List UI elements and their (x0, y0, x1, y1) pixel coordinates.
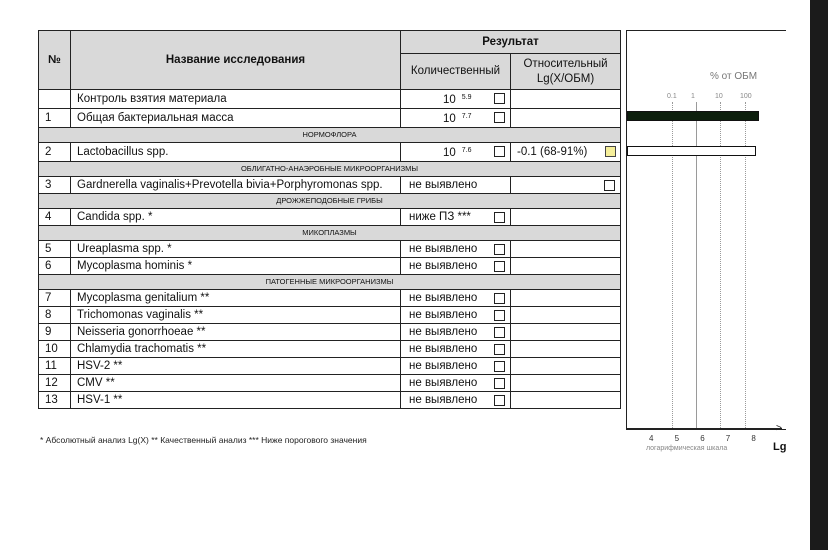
row-quantitative (401, 358, 511, 375)
row-relative (511, 209, 621, 226)
row-quantitative (401, 90, 511, 109)
row-number: 13 (39, 392, 71, 409)
qty-checkbox-icon (494, 378, 505, 389)
table-row (39, 358, 621, 375)
table-row (39, 177, 621, 194)
qty-text: не выявлено (409, 260, 478, 272)
header-name: Название исследования (71, 31, 401, 90)
table-row (39, 209, 621, 226)
row-number: 5 (39, 241, 71, 258)
qty-text: не выявлено (409, 179, 478, 191)
row-test-name: HSV-2 ** (71, 358, 401, 375)
chart-title: % от ОБМ (710, 71, 758, 82)
row-relative (511, 241, 621, 258)
qty-text: не выявлено (409, 394, 478, 406)
chart-panel (626, 30, 786, 430)
qty-text: не выявлено (409, 360, 478, 372)
qty-checkbox-icon (494, 293, 505, 304)
header-relative (511, 54, 621, 90)
qty-checkbox-icon (494, 395, 505, 406)
row-relative (511, 177, 621, 194)
chart-bar (627, 111, 759, 121)
section-row (39, 226, 621, 241)
section-row (39, 194, 621, 209)
axis-caption: логарифмическая шкала (646, 445, 728, 452)
header-number: № (39, 31, 71, 90)
section-label: МИКОПЛАЗМЫ (39, 226, 621, 241)
row-quantitative (401, 258, 511, 275)
axis-line (626, 428, 782, 429)
row-number: 9 (39, 324, 71, 341)
row-number: 3 (39, 177, 71, 194)
qty-checkbox-icon (494, 146, 505, 157)
qty-exponent: 7.7 (461, 113, 472, 120)
sidebar-strip (810, 0, 828, 550)
row-quantitative (401, 109, 511, 128)
row-test-name: Общая бактериальная масса (71, 109, 401, 128)
chart-bar (627, 146, 756, 156)
row-relative (511, 324, 621, 341)
row-quantitative (401, 241, 511, 258)
header-result: Результат (401, 31, 621, 54)
axis-unit: Lg (773, 441, 787, 453)
row-test-name: Lactobacillus spp. (71, 143, 401, 162)
table-row (39, 307, 621, 324)
row-number (39, 90, 71, 109)
qty-checkbox-icon (494, 112, 505, 123)
row-test-name: Candida spp. * (71, 209, 401, 226)
row-number: 4 (39, 209, 71, 226)
axis-tick-label: 5 (674, 434, 680, 443)
table-row (39, 375, 621, 392)
section-label: ОБЛИГАТНО-АНАЭРОБНЫЕ МИКРООРГАНИЗМЫ (39, 162, 621, 177)
table-row (39, 90, 621, 109)
qty-text: не выявлено (409, 343, 478, 355)
row-relative (511, 358, 621, 375)
qty-checkbox-icon (494, 261, 505, 272)
table-row (39, 341, 621, 358)
row-test-name: Mycoplasma hominis * (71, 258, 401, 275)
qty-text: не выявлено (409, 292, 478, 304)
axis-tick-label: 4 (649, 434, 654, 443)
axis-tick-label: 8 (751, 434, 756, 443)
qty-checkbox-icon (494, 344, 505, 355)
row-number: 12 (39, 375, 71, 392)
percent-tick-label: 0.1 (667, 93, 677, 100)
qty-exponent: 5.9 (461, 94, 472, 101)
row-test-name: Gardnerella vaginalis+Prevotella bivia+Porphyromonas spp. (71, 177, 401, 194)
row-test-name: Chlamydia trachomatis ** (71, 341, 401, 358)
qty-base: 10 (443, 113, 456, 125)
table-row (39, 290, 621, 307)
row-quantitative (401, 324, 511, 341)
relative-checkbox-icon (605, 146, 616, 157)
row-test-name: Mycoplasma genitalium ** (71, 290, 401, 307)
table-row (39, 143, 621, 162)
row-relative (511, 392, 621, 409)
row-test-name: HSV-1 ** (71, 392, 401, 409)
percent-tick-label: 1 (691, 93, 695, 100)
row-relative (511, 90, 621, 109)
header-relative-line1: Относительный (523, 57, 608, 70)
row-relative (511, 109, 621, 128)
row-test-name: Neisseria gonorrhoeae ** (71, 324, 401, 341)
qty-checkbox-icon (494, 361, 505, 372)
relative-checkbox-icon (604, 180, 615, 191)
axis-tick-label: 6 (700, 434, 705, 443)
qty-text: ниже ПЗ *** (409, 211, 471, 223)
section-row (39, 162, 621, 177)
row-number: 1 (39, 109, 71, 128)
table-row (39, 258, 621, 275)
header-quantitative: Количественный (401, 54, 511, 90)
table-row (39, 109, 621, 128)
row-quantitative (401, 375, 511, 392)
row-number: 6 (39, 258, 71, 275)
qty-checkbox-icon (494, 93, 505, 104)
row-number: 7 (39, 290, 71, 307)
row-number: 10 (39, 341, 71, 358)
row-relative (511, 375, 621, 392)
row-test-name: Trichomonas vaginalis ** (71, 307, 401, 324)
row-test-name: CMV ** (71, 375, 401, 392)
row-number: 11 (39, 358, 71, 375)
axis-arrow-icon: > (776, 423, 782, 434)
axis-tick-label: 7 (725, 434, 731, 443)
section-row (39, 128, 621, 143)
qty-text: не выявлено (409, 309, 478, 321)
qty-base: 10 (443, 94, 456, 106)
row-number: 2 (39, 143, 71, 162)
row-quantitative (401, 209, 511, 226)
table-row (39, 324, 621, 341)
percent-tick-label: 100 (740, 93, 752, 100)
row-quantitative (401, 392, 511, 409)
qty-exponent: 7.6 (461, 147, 472, 154)
table-row (39, 392, 621, 409)
qty-checkbox-icon (494, 310, 505, 321)
qty-base: 10 (443, 147, 456, 159)
row-relative (511, 290, 621, 307)
qty-text: не выявлено (409, 243, 478, 255)
section-label: НОРМОФЛОРА (39, 128, 621, 143)
row-relative (511, 341, 621, 358)
row-test-name: Контроль взятия материала (71, 90, 401, 109)
row-relative (511, 307, 621, 324)
row-quantitative (401, 177, 511, 194)
section-row (39, 275, 621, 290)
row-test-name: Ureaplasma spp. * (71, 241, 401, 258)
footnote: * Абсолютный анализ Lg(X) ** Качественный анализ *** Ниже порогового значения (40, 435, 367, 445)
table-row (39, 241, 621, 258)
row-relative (511, 143, 621, 162)
row-number: 8 (39, 307, 71, 324)
percent-tick-label: 10 (715, 93, 723, 100)
qty-checkbox-icon (494, 244, 505, 255)
qty-text: не выявлено (409, 326, 478, 338)
results-table (38, 30, 621, 409)
row-quantitative (401, 290, 511, 307)
section-label: ПАТОГЕННЫЕ МИКРООРГАНИЗМЫ (39, 275, 621, 290)
row-quantitative (401, 143, 511, 162)
row-quantitative (401, 341, 511, 358)
row-relative (511, 258, 621, 275)
qty-text: не выявлено (409, 377, 478, 389)
section-label: ДРОЖЖЕПОДОБНЫЕ ГРИБЫ (39, 194, 621, 209)
table-body (39, 90, 621, 409)
relative-value: -0.1 (68-91%) (517, 146, 588, 158)
row-quantitative (401, 307, 511, 324)
qty-checkbox-icon (494, 327, 505, 338)
qty-checkbox-icon (494, 212, 505, 223)
header-relative-line2: Lg(X/ОБМ) (536, 72, 595, 85)
